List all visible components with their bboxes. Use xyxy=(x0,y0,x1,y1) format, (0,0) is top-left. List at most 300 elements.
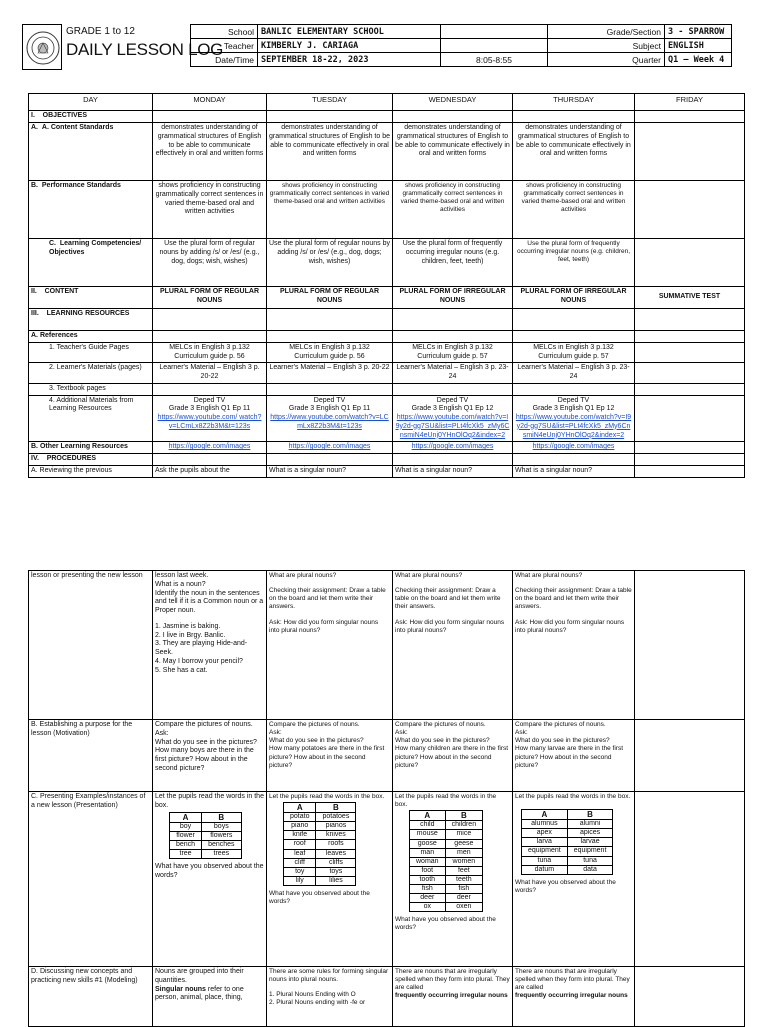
tg-line: Curriculum guide p. 56 xyxy=(174,352,245,360)
text-line: What have you observed about the words? xyxy=(155,862,264,879)
presenting-wednesday xyxy=(393,792,513,967)
plural-word: leaves xyxy=(316,849,356,858)
lm-row xyxy=(29,363,745,384)
plural-word: trees xyxy=(202,849,241,858)
text-line: Let the pupils read the words in the box. xyxy=(155,793,264,809)
lesson-table-top xyxy=(28,93,745,478)
tg-line: Curriculum guide p. 57 xyxy=(417,352,488,360)
tg-line: MELCs in English 3 p.132 xyxy=(169,343,250,351)
teacher-value: KIMBERLY J. CARIAGA xyxy=(258,39,441,53)
additional-row xyxy=(29,395,745,442)
text-line: What have you observed about the words? xyxy=(269,889,370,905)
reviewing-row-top xyxy=(29,465,745,477)
cell xyxy=(513,309,635,331)
plural-word: knives xyxy=(316,831,356,840)
column-b-header: B xyxy=(567,810,613,820)
section-title: Performance Standards xyxy=(41,182,121,189)
cell xyxy=(635,239,745,287)
time-value: 8:05-8:55 xyxy=(441,53,548,67)
reviewing-wednesday xyxy=(393,571,513,720)
plural-word: deer xyxy=(445,893,483,902)
cell xyxy=(513,331,635,343)
section-title: OBJECTIVES xyxy=(42,112,88,119)
singular-word: flower xyxy=(170,831,202,840)
bold-term: Singular nouns xyxy=(155,985,206,993)
reviewing-monday xyxy=(153,571,267,720)
lesson-table-continued xyxy=(28,570,745,1027)
content-standards-label xyxy=(29,123,153,181)
competencies-row xyxy=(29,239,745,287)
cell xyxy=(635,331,745,343)
cell xyxy=(635,383,745,395)
resources-label xyxy=(29,309,153,331)
text-line: 2. Plural Nouns ending with -fe or xyxy=(269,999,366,1007)
content-monday: PLURAL FORM OF REGULAR NOUNS xyxy=(153,287,267,309)
section-title: A. Content Standards xyxy=(41,124,114,131)
text-line: Ask: How did you form singular nouns into plural nouns? xyxy=(515,618,625,634)
grade-range: GRADE 1 to 12 xyxy=(66,26,135,37)
bold-term: frequently occurring irregular nouns xyxy=(515,992,628,1000)
additional-monday xyxy=(153,395,267,442)
singular-word: leaf xyxy=(284,849,316,858)
additional-source: Deped TV xyxy=(313,396,346,404)
cell xyxy=(267,454,393,466)
plural-word: apices xyxy=(567,829,613,838)
reviewing-thursday-top: What is a singular noun? xyxy=(513,465,635,477)
text-line: Identify the noun in the sentences and tell if it is a Common noun or a Proper noun. xyxy=(155,589,264,614)
text-line: How many boys are there in the first picture? How about in the second picture? xyxy=(155,747,254,772)
singular-word: apex xyxy=(522,829,568,838)
plural-word: larvae xyxy=(567,838,613,847)
subject-value: ENGLISH xyxy=(665,39,732,53)
additional-source: Deped TV xyxy=(557,396,590,404)
objectives-heading xyxy=(29,111,153,123)
header xyxy=(22,24,746,72)
singular-word: woman xyxy=(410,857,446,866)
list-item: 5. She has a cat. xyxy=(155,666,208,674)
grade-section-label: Grade/Section xyxy=(548,25,665,39)
cell xyxy=(635,454,745,466)
text-line: How many children are there in the first picture? How about in the second picture? xyxy=(395,745,509,769)
singular-word: lily xyxy=(284,876,316,885)
section-title: LEARNING RESOURCES xyxy=(46,310,130,317)
cell xyxy=(393,309,513,331)
section-number: III. xyxy=(31,310,39,317)
tg-line: MELCs in English 3 p.132 xyxy=(533,343,614,351)
content-standard-monday: demonstrates understanding of grammatical structures of English to be able to communicate effectively in oral and written forms xyxy=(153,123,267,181)
text-line: What do you see in the pictures? xyxy=(155,738,257,746)
text-line: Checking their assignment: Draw a table on the board and let them write their answers. xyxy=(395,587,501,611)
singular-word: foot xyxy=(410,866,446,875)
text-line: lesson last week. xyxy=(155,572,209,579)
competency-thursday: Use the plural form of frequently occurring irregular nouns (e.g. children, feet, teeth) xyxy=(513,239,635,287)
plural-word: oxen xyxy=(445,902,483,911)
section-number: A. xyxy=(31,124,38,131)
text-line: What are plural nouns? xyxy=(515,572,583,579)
plural-word: toys xyxy=(316,867,356,876)
tg-thursday xyxy=(513,342,635,363)
other-resources-row xyxy=(29,442,745,454)
lm-label: 2. Learner's Materials (pages) xyxy=(29,363,153,384)
column-a-header: A xyxy=(284,803,316,813)
singular-word: potato xyxy=(284,813,316,822)
cell xyxy=(635,465,745,477)
column-b-header: B xyxy=(316,803,356,813)
competency-tuesday: Use the plural form of regular nouns by adding /s/ or /es/ (e.g., dog, dogs; wish, wishes) xyxy=(267,239,393,287)
procedures-row xyxy=(29,454,745,466)
document-title: DAILY LESSON LOG xyxy=(66,40,224,59)
singular-word: bench xyxy=(170,840,202,849)
plural-word: equipment xyxy=(567,847,613,856)
section-number: B. xyxy=(31,182,38,189)
singular-word: toy xyxy=(284,867,316,876)
plural-word: children xyxy=(445,821,483,830)
text-line: Nouns are grouped into their quantities. xyxy=(155,968,244,984)
plural-word: flowers xyxy=(202,831,241,840)
references-row xyxy=(29,331,745,343)
list-item: 4. May I borrow your pencil? xyxy=(155,657,243,665)
content-row xyxy=(29,287,745,309)
performance-wednesday: shows proficiency in constructing grammatically correct sentences in varied theme-based oral and written activities xyxy=(393,181,513,239)
text-line: Let the pupils read the words in the box. xyxy=(515,793,631,800)
cell xyxy=(635,111,745,123)
text-line: Ask: How did you form singular nouns into plural nouns? xyxy=(269,618,379,634)
cell xyxy=(393,111,513,123)
purpose-tuesday xyxy=(267,720,393,792)
singular-word: child xyxy=(410,821,446,830)
lm-monday: Learner's Material – English 3 p. 20-22 xyxy=(153,363,267,384)
text-line: What do you see in the pictures? xyxy=(269,737,364,745)
day-tuesday: TUESDAY xyxy=(267,94,393,111)
singular-word: equipment xyxy=(522,847,568,856)
text-line: Ask: How did you form singular nouns into plural nouns? xyxy=(395,618,505,634)
section-title: Learning Competencies/ Objectives xyxy=(49,240,142,256)
text-line: What do you see in the pictures? xyxy=(395,737,490,745)
discussing-tuesday xyxy=(267,967,393,1027)
text-line: What is a noun? xyxy=(155,580,206,588)
presenting-row xyxy=(29,792,745,967)
quarter-label: Quarter xyxy=(548,53,665,67)
section-title: PROCEDURES xyxy=(46,455,97,462)
datetime-label: Date/Time xyxy=(191,53,258,67)
text-line: How many larvae are there in the first picture? How about in the second picture? xyxy=(515,745,624,769)
reviewing-tuesday-top: What is a singular noun? xyxy=(267,465,393,477)
singular-word: piano xyxy=(284,822,316,831)
plural-word: tuna xyxy=(567,856,613,865)
tg-wednesday xyxy=(393,342,513,363)
cell xyxy=(635,181,745,239)
tg-line: Curriculum guide p. 57 xyxy=(538,352,609,360)
discussing-row xyxy=(29,967,745,1027)
singular-word: deer xyxy=(410,893,446,902)
plural-word: boys xyxy=(202,822,241,831)
column-b-header: B xyxy=(445,811,483,821)
plural-word: feet xyxy=(445,866,483,875)
day-monday: MONDAY xyxy=(153,94,267,111)
purpose-thursday xyxy=(513,720,635,792)
plural-word: fish xyxy=(445,884,483,893)
plural-word: roofs xyxy=(316,840,356,849)
reviewing-row xyxy=(29,571,745,720)
additional-wednesday xyxy=(393,395,513,442)
text-line: There are some rules for forming singular nouns into plural nouns. xyxy=(269,968,389,984)
text-line: Ask: xyxy=(515,729,528,737)
date-value: SEPTEMBER 18-22, 2023 xyxy=(258,53,441,67)
singular-word: roof xyxy=(284,840,316,849)
youtube-link[interactable]: https://www.youtube.com/watch?v=I9y2d-gg7SU&list=PLt4fcXk5_zMy6CnsmiN4eUnj0YHnOlOq2&index=2 xyxy=(395,414,510,439)
content-tuesday: PLURAL FORM OF REGULAR NOUNS xyxy=(267,287,393,309)
content-wednesday: PLURAL FORM OF IRREGULAR NOUNS xyxy=(393,287,513,309)
deped-seal-logo xyxy=(22,24,62,70)
plural-word: geese xyxy=(445,839,483,848)
content-thursday: PLURAL FORM OF IRREGULAR NOUNS xyxy=(513,287,635,309)
performance-tuesday: shows proficiency in constructing grammatically correct sentences in varied theme-based oral and written activities xyxy=(267,181,393,239)
other-wednesday xyxy=(393,442,513,454)
presenting-tuesday xyxy=(267,792,393,967)
text-line: Checking their assignment: Draw a table on the board and let them write their answers. xyxy=(515,587,632,611)
tg-line: Curriculum guide p. 56 xyxy=(294,352,365,360)
references-label: A. References xyxy=(29,331,153,343)
column-a-header: A xyxy=(522,810,568,820)
presenting-label: C. Presenting Examples/instances of a new lesson (Presentation) xyxy=(29,792,153,967)
cell xyxy=(635,720,745,792)
singular-word: tooth xyxy=(410,875,446,884)
singular-word: mouse xyxy=(410,830,446,839)
competencies-label xyxy=(29,239,153,287)
cell xyxy=(153,383,267,395)
performance-standards-row xyxy=(29,181,745,239)
additional-source: Deped TV xyxy=(193,396,226,404)
competency-wednesday: Use the plural form of frequently occurring irregular nouns (e.g. children, feet, teeth) xyxy=(393,239,513,287)
lm-tuesday: Learner's Material – English 3 p. 20-22 xyxy=(267,363,393,384)
singular-word: tree xyxy=(170,849,202,858)
cell xyxy=(513,111,635,123)
cell xyxy=(393,454,513,466)
info-blank xyxy=(441,25,548,39)
plural-word: data xyxy=(567,865,613,874)
plural-word: men xyxy=(445,848,483,857)
performance-standards-label xyxy=(29,181,153,239)
singular-word: cliff xyxy=(284,858,316,867)
additional-thursday xyxy=(513,395,635,442)
cell xyxy=(153,454,267,466)
plural-word: potatoes xyxy=(316,813,356,822)
presenting-thursday xyxy=(513,792,635,967)
resources-row xyxy=(29,309,745,331)
reviewing-label-cont: lesson or presenting the new lesson xyxy=(29,571,153,720)
singular-word: larva xyxy=(522,838,568,847)
content-label xyxy=(29,287,153,309)
tg-line: MELCs in English 3 p.132 xyxy=(412,343,493,351)
google-images-link[interactable]: https://google.com/images xyxy=(411,443,494,451)
discussing-wednesday xyxy=(393,967,513,1027)
performance-thursday: shows proficiency in constructing grammatically correct sentences in varied theme-based oral and written activities xyxy=(513,181,635,239)
presenting-monday xyxy=(153,792,267,967)
seal-icon xyxy=(26,31,60,65)
text-line: What are plural nouns? xyxy=(269,572,337,579)
cell xyxy=(635,792,745,967)
day-header: DAY xyxy=(29,94,153,111)
additional-episode: Grade 3 English Q1 Ep 12 xyxy=(411,405,494,413)
tg-line: MELCs in English 3 p.132 xyxy=(289,343,370,351)
cell xyxy=(153,331,267,343)
cell xyxy=(635,309,745,331)
objectives-row xyxy=(29,111,745,123)
reviewing-label: A. Reviewing the previous xyxy=(29,465,153,477)
cell xyxy=(153,111,267,123)
lm-thursday: Learner's Material – English 3 p. 23-24 xyxy=(513,363,635,384)
reviewing-wednesday-top: What is a singular noun? xyxy=(393,465,513,477)
additional-episode: Grade 3 English Q1 Ep 12 xyxy=(532,405,615,413)
google-images-link[interactable]: https://google.com/images xyxy=(168,443,251,451)
cell xyxy=(635,442,745,454)
additional-source: Deped TV xyxy=(436,396,469,404)
text-line: Compare the pictures of nouns. xyxy=(155,721,253,728)
performance-monday: shows proficiency in constructing grammatically correct sentences in varied theme-based oral and written activities xyxy=(153,181,267,239)
cell xyxy=(267,309,393,331)
additional-episode: Grade 3 English Q1 Ep 11 xyxy=(168,405,251,413)
cell xyxy=(393,383,513,395)
list-item: 1. Jasmine is baking. xyxy=(155,622,221,630)
text-line: What are plural nouns? xyxy=(395,572,463,579)
section-number: II. xyxy=(31,288,37,295)
content-friday: SUMMATIVE TEST xyxy=(635,287,745,309)
text-line: Let the pupils read the words in the box. xyxy=(269,793,385,800)
singular-word: ox xyxy=(410,902,446,911)
column-b-header: B xyxy=(202,812,241,822)
content-standard-tuesday: demonstrates understanding of grammatical structures of English to be able to communicate effectively in oral and written forms xyxy=(267,123,393,181)
quarter-value: Q1 – Week 4 xyxy=(665,53,732,67)
day-header-row xyxy=(29,94,745,111)
other-monday xyxy=(153,442,267,454)
text-line: What have you observed about the words? xyxy=(395,915,496,932)
google-images-link[interactable]: https://google.com/images xyxy=(288,443,371,451)
cell xyxy=(267,331,393,343)
tg-tuesday xyxy=(267,342,393,363)
cell xyxy=(267,111,393,123)
text-line: refer to one person, animal, place, thing, xyxy=(155,985,244,1002)
additional-label: 4. Additional Materials from Learning Resources xyxy=(29,395,153,442)
purpose-label: B. Establishing a purpose for the lesson (Motivation) xyxy=(29,720,153,792)
youtube-link[interactable]: https://www.youtube.com/watch?v=LCmLx8Z2b3M&t=123s xyxy=(270,414,389,430)
list-item: 2. I live in Brgy. Banlic. xyxy=(155,631,226,639)
content-standards-row xyxy=(29,123,745,181)
text-line: There are nouns that are irregularly spelled when they form into plural. They are called xyxy=(395,968,510,992)
singular-word: man xyxy=(410,848,446,857)
plural-word: pianos xyxy=(316,822,356,831)
other-thursday xyxy=(513,442,635,454)
reviewing-monday-top: Ask the pupils about the xyxy=(153,465,267,477)
plural-word: women xyxy=(445,857,483,866)
word-box-table xyxy=(521,809,613,874)
singular-word: fish xyxy=(410,884,446,893)
day-wednesday: WEDNESDAY xyxy=(393,94,513,111)
content-standard-thursday: demonstrates understanding of grammatical structures of English to be able to communicate effectively in oral and written forms xyxy=(513,123,635,181)
text-line: Compare the pictures of nouns. xyxy=(395,721,486,728)
section-number: I. xyxy=(31,112,35,119)
plural-word: teeth xyxy=(445,875,483,884)
cell xyxy=(513,383,635,395)
subject-label: Subject xyxy=(548,39,665,53)
cell xyxy=(635,571,745,720)
column-a-header: A xyxy=(410,811,446,821)
cell xyxy=(513,454,635,466)
purpose-monday xyxy=(153,720,267,792)
text-line: There are nouns that are irregularly spelled when they form into plural. They are called xyxy=(515,968,630,992)
text-line: Checking their assignment: Draw a table on the board and let them write their answers. xyxy=(269,587,386,611)
info-blank xyxy=(441,39,548,53)
additional-episode: Grade 3 English Q1 Ep 11 xyxy=(288,405,371,413)
tg-row xyxy=(29,342,745,363)
tg-label: 1. Teacher's Guide Pages xyxy=(29,342,153,363)
day-friday: FRIDAY xyxy=(635,94,745,111)
word-box-table xyxy=(169,812,242,859)
purpose-wednesday xyxy=(393,720,513,792)
youtube-link[interactable]: https://www.youtube.com/ watch? v=LCmLx8Z2b3M&t=123s xyxy=(157,414,262,430)
lm-wednesday: Learner's Material – English 3 p. 23-24 xyxy=(393,363,513,384)
tg-monday xyxy=(153,342,267,363)
cell xyxy=(153,309,267,331)
text-line: Ask: xyxy=(269,729,282,737)
youtube-link[interactable]: https://www.youtube.com/watch?v=I9y2d-gg7SU&list=PLt4fcXk5_zMy6CnsmiN4eUnj0YHnOlOq2&index=2 xyxy=(515,414,632,439)
text-line: What do you see in the pictures? xyxy=(515,737,610,745)
discussing-label: D. Discussing new concepts and practicing new skills #1 (Modeling) xyxy=(29,967,153,1027)
text-line: Compare the pictures of nouns. xyxy=(269,721,360,728)
school-value: BANLIC ELEMENTARY SCHOOL xyxy=(258,25,441,39)
cell xyxy=(635,395,745,442)
cell xyxy=(635,967,745,1027)
singular-word: knife xyxy=(284,831,316,840)
plural-word: alumni xyxy=(567,820,613,829)
other-resources-label: B. Other Learning Resources xyxy=(29,442,153,454)
singular-word: datum xyxy=(522,865,568,874)
text-line: Ask: xyxy=(155,729,169,737)
teacher-label: Teacher xyxy=(191,39,258,53)
purpose-row xyxy=(29,720,745,792)
info-table xyxy=(190,24,732,67)
procedures-label xyxy=(29,454,153,466)
list-item: 3. They are playing Hide-and-Seek. xyxy=(155,640,248,656)
discussing-monday xyxy=(153,967,267,1027)
day-thursday: THURSDAY xyxy=(513,94,635,111)
word-box-table xyxy=(283,802,356,886)
textbook-row xyxy=(29,383,745,395)
competency-monday: Use the plural form of regular nouns by adding /s/ or /es/ (e.g., dog, dogs; wish, wishes) xyxy=(153,239,267,287)
reviewing-tuesday xyxy=(267,571,393,720)
additional-tuesday xyxy=(267,395,393,442)
plural-word: cliffs xyxy=(316,858,356,867)
grade-section-value: 3 - SPARROW xyxy=(665,25,732,39)
plural-word: mice xyxy=(445,830,483,839)
plural-word: lilies xyxy=(316,876,356,885)
word-box-table xyxy=(409,810,483,912)
section-title: CONTENT xyxy=(44,288,79,295)
singular-word: alumnus xyxy=(522,820,568,829)
text-line: Compare the pictures of nouns. xyxy=(515,721,606,728)
plural-word: benches xyxy=(202,840,241,849)
text-line: Let the pupils read the words in the box. xyxy=(395,793,497,809)
singular-word: boy xyxy=(170,822,202,831)
content-standard-wednesday: demonstrates understanding of grammatical structures of English to be able to communicate effectively in oral and written forms xyxy=(393,123,513,181)
cell xyxy=(635,363,745,384)
cell xyxy=(635,123,745,181)
singular-word: tuna xyxy=(522,856,568,865)
google-images-link[interactable]: https://google.com/images xyxy=(532,443,615,451)
text-line: 1. Plural Nouns Ending with O xyxy=(269,991,356,999)
cell xyxy=(267,383,393,395)
section-number: IV. xyxy=(31,455,39,462)
textbook-label: 3. Textbook pages xyxy=(29,383,153,395)
